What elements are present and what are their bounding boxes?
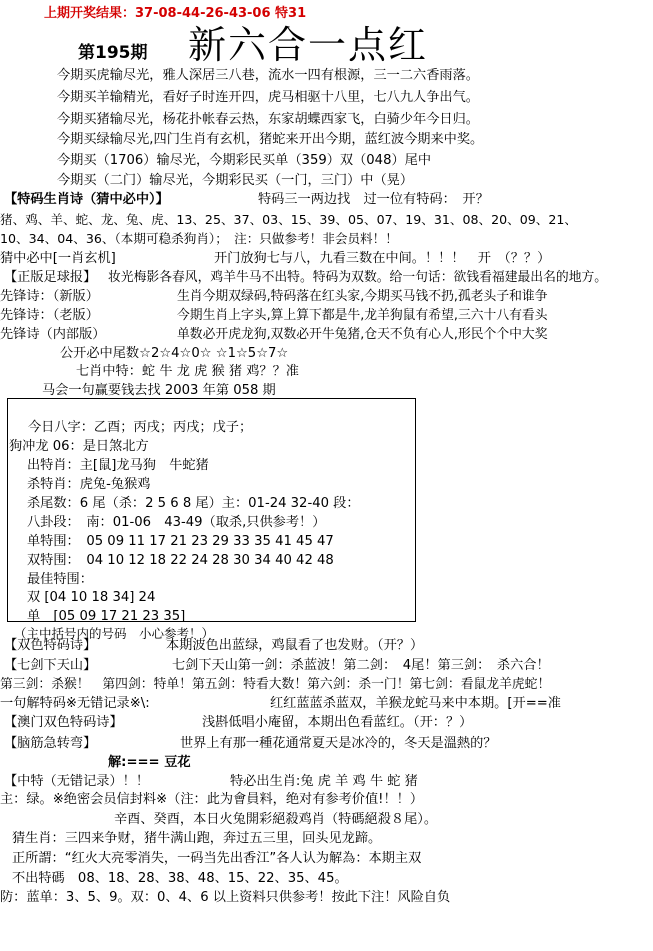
guess-label: 猜中必中[一肖玄机]: [0, 251, 116, 266]
box-bazi: 今日八字：乙酉；丙戌；丙戌；戊子；: [28, 420, 253, 435]
seven-sword-line3-label: 一句解特码※无错记录※\:: [0, 696, 150, 711]
seven-sword-line2: 第三剑：杀猴！ 第四剑：特单！第五剑：特看大数！第六剑：杀一门！第七剑：看鼠龙羊虎蛇！: [0, 677, 551, 692]
seven-zodiac: 七肖中特：蛇 牛 龙 虎 猴 猪 鸡？？准: [76, 364, 299, 379]
pioneer-label: 先锋诗：（新版）: [0, 289, 99, 304]
box-bagua: 八卦段： 南：01-06 43-49（取杀,只供参考！）: [27, 515, 326, 530]
guess-text: 开门放狗七与八，九看三数在中间。！！！ 开 （？？）: [214, 251, 551, 266]
tail-numbers: 公开必中尾数☆2☆4☆0☆ ☆1☆5☆7☆: [60, 346, 289, 361]
final-line: 正所謂：“红火大亮零消失，一码当先出香江”各人认为解為：本期主双: [12, 851, 422, 866]
pioneer-text: 今期生肖上字头,算上算下都是牛,龙羊狗鼠有希望,三六十八有看头: [177, 308, 548, 323]
intro-line: 今期买虎输尽光，雅人深居三八巷，流水一四有根源，三一二六香雨落。: [57, 68, 479, 83]
box-double: 双特围： 04 10 12 18 22 24 28 30 34 40 42 48: [27, 553, 334, 568]
football-label: 【正版足球报】: [4, 270, 97, 285]
final-line: 防：蓝单：3、5、9。双：0、4、6 以上资料只供参考！按此下注！风险自负: [0, 890, 451, 905]
zhongte-text: 特必出生肖:兔 虎 羊 鸡 牛 蛇 猪: [230, 774, 418, 789]
final-line: 不出特碼 08、18、28、38、48、15、22、35、45。: [12, 871, 348, 886]
zhongte-label: 【中特（无错记录）！！: [4, 774, 150, 789]
intro-line: 今期买猪输尽光，杨花扑帐春云热，东家胡蝶西家飞，白骑少年今日归。: [57, 112, 479, 127]
color-poem-label: 【双色特码诗】: [4, 638, 97, 653]
color-poem-text: 本期波色出蓝绿，鸡鼠看了也发财。（开？）: [166, 638, 424, 653]
poem-header: 【特码生肖诗（猜中必中）】: [4, 192, 169, 207]
pioneer-label: 先锋诗：（老版）: [0, 308, 99, 323]
box-kill-num: 杀尾数：6 尾（杀：2 5 6 8 尾）主：01-24 32-40 段：: [27, 496, 360, 511]
page-title: 新六合一点红: [188, 23, 429, 67]
last-result: 上期开奖结果：37-08-44-26-43-06 特31: [44, 6, 307, 21]
box-best-single: 单 [05 09 17 21 23 35]: [27, 609, 186, 624]
box-single: 单特围： 05 09 11 17 21 23 29 33 35 41 45 47: [27, 534, 334, 549]
pioneer-text: 生肖今期双绿码,特码落在红头家,今期买马钱不扔,孤老头子和谁争: [177, 289, 548, 304]
poem-list: 猪、鸡、羊、蛇、龙、兔、虎、13、25、37、03、15、39、05、07、19、31、08、20、09、21、: [0, 212, 577, 227]
riddle-label: 【脑筋急转弯】: [4, 736, 97, 751]
football-text: 妆光梅影各春风，鸡羊牛马不出特。特码为双数。给一句话：欲钱看福建最出名的地方。: [108, 270, 608, 285]
zhongte-jia: 辛酉、癸酉，本日火兔開彩絕殺鸡肖（特碼絕殺８尾）。: [114, 812, 438, 827]
box-out: 出特肖：主[鼠]龙马狗 牛蛇猪: [27, 458, 209, 473]
box-conflict: 狗冲龙 06：是日煞北方: [9, 439, 149, 454]
poem-text: 特码三一两边找 过一位有特码： 开？: [258, 192, 489, 207]
intro-line: 今期买绿输尽光,四门生肖有玄机，猪蛇来开出今期，蓝红波今期来中奖。: [57, 132, 484, 147]
final-line: 猜生肖：三四来争财，猪牛满山跑，奔过五三里，回头见龙蹄。: [12, 831, 382, 846]
riddle-text: 世界上有那一種花通常夏天是冰冷的，冬天是溫熱的？: [180, 736, 497, 751]
box-best: 最佳特围：: [27, 572, 93, 587]
macau-label: 【澳门双色特码诗】: [4, 715, 123, 730]
issue-number: 第195期: [78, 43, 148, 63]
seven-sword-line3-text: 红红蓝蓝杀蓝双，羊猴龙蛇马来中本期。[开==准: [270, 696, 561, 711]
intro-line: 今期买羊输精光，看好子时连开四，虎马相驱十八里，七八九人争出气。: [57, 90, 479, 105]
poem-list-2: 10、34、04、36、（本期可稳杀狗肖）； 注：只做参考！非会员料！！: [0, 231, 398, 246]
seven-sword-label: 【七剑下天山】: [4, 658, 97, 673]
pioneer-text: 单数必开虎龙狗,双数必开牛兔猪,仓天不负有心人,形民个个中大奖: [177, 327, 548, 342]
horse-line: 马会一句赢要钱去找 2003 年第 058 期: [42, 383, 276, 398]
box-kill: 杀特肖：虎兔-兔猴鸡: [27, 477, 151, 492]
box-note: （主中括号内的号码 小心参考！）: [14, 626, 215, 641]
zhongte-note: 主：绿。※绝密会员信封料※（注：此为會員料，绝对有参考价值!！！）: [0, 792, 424, 807]
box-best-double: 双 [04 10 18 34] 24: [27, 590, 156, 605]
intro-line: 今期买（1706）输尽光，今期彩民买单（359）双（048）尾中: [57, 153, 432, 168]
riddle-answer: 解:=== 豆花: [108, 755, 191, 770]
seven-sword-text: 七剑下天山第一剑：杀蓝波！第二剑： 4尾！第三剑： 杀六合！: [172, 658, 550, 673]
pioneer-label: 先锋诗（内部版）: [0, 327, 106, 342]
intro-line: 今期买（二门）输尽光，今期彩民买（一门，三门）中（晃）: [57, 173, 414, 188]
macau-text: 浅斟低唱小庵留，本期出色看蓝红。（开：？）: [202, 715, 473, 730]
